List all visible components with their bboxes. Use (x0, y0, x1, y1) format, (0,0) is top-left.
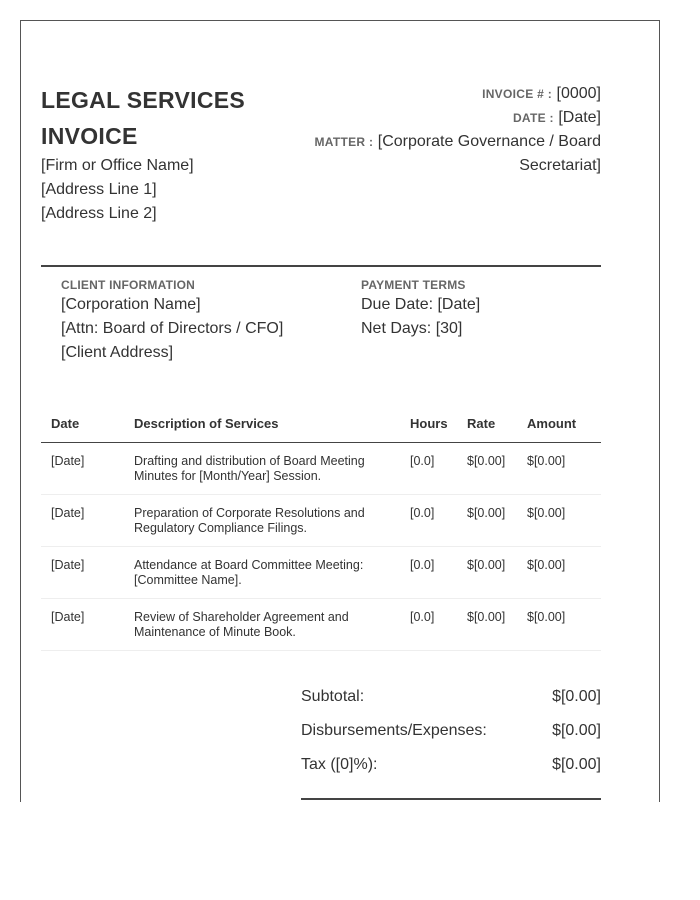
row-amount: $[0.00] (527, 495, 601, 547)
invoice-date-value: [Date] (558, 109, 601, 126)
invoice-title: LEGAL SERVICES INVOICE (41, 87, 246, 149)
tax-row (301, 748, 601, 782)
client-address: [Client Address] (61, 344, 174, 361)
table-row (41, 495, 601, 547)
row-rate: $[0.00] (467, 547, 527, 599)
matter-value-line-2: Secretariat] (519, 157, 601, 174)
column-header-rate: Rate (467, 404, 527, 443)
subtotal-value: $[0.00] (552, 688, 601, 705)
row-amount: $[0.00] (527, 547, 601, 599)
invoice-number-label: INVOICE # : (482, 87, 553, 101)
column-header-date: Date (41, 404, 134, 443)
payment-due-date: Due Date: [Date] (361, 296, 481, 313)
invoice-meta (301, 82, 601, 178)
subtotal-label: Subtotal: (301, 688, 365, 705)
matter-value-line-1: [Corporate Governance / Board (377, 133, 601, 150)
row-amount: $[0.00] (527, 599, 601, 651)
totals-section (301, 680, 601, 782)
tax-label: Tax ([0]%): (301, 756, 378, 773)
row-hours: [0.0] (410, 599, 467, 651)
invoice-date-label: DATE : (512, 111, 554, 125)
row-rate: $[0.00] (467, 495, 527, 547)
disbursements-row (301, 714, 601, 748)
row-description: Attendance at Board Committee Meeting: [Committee Name]. (134, 547, 410, 599)
subtotal-row (301, 680, 601, 714)
invoice-header (41, 82, 601, 226)
payment-terms-label: PAYMENT TERMS (361, 278, 466, 292)
table-row (41, 599, 601, 651)
client-attention: [Attn: Board of Directors / CFO] (61, 320, 284, 337)
row-date: [Date] (41, 547, 134, 599)
disbursements-value: $[0.00] (552, 722, 601, 739)
row-hours: [0.0] (410, 547, 467, 599)
row-date: [Date] (41, 443, 134, 495)
header-divider (41, 265, 601, 267)
table-row (41, 443, 601, 495)
disbursements-label: Disbursements/Expenses: (301, 722, 487, 739)
column-header-amount: Amount (527, 404, 601, 443)
matter-row (301, 130, 601, 154)
services-table (41, 404, 601, 651)
row-date: [Date] (41, 495, 134, 547)
column-header-hours: Hours (410, 404, 467, 443)
payment-terms (361, 278, 480, 341)
row-rate: $[0.00] (467, 599, 527, 651)
firm-name: [Firm or Office Name] (41, 157, 194, 174)
tax-value: $[0.00] (552, 756, 601, 773)
invoice-date-row (301, 106, 601, 130)
row-amount: $[0.00] (527, 443, 601, 495)
table-row (41, 547, 601, 599)
firm-address-line-1: [Address Line 1] (41, 181, 157, 198)
row-hours: [0.0] (410, 443, 467, 495)
client-information-label: CLIENT INFORMATION (61, 278, 196, 292)
client-information (61, 278, 283, 365)
row-rate: $[0.00] (467, 443, 527, 495)
payment-net-days: Net Days: [30] (361, 320, 463, 337)
matter-label: MATTER : (314, 135, 374, 149)
invoice-number-value: [0000] (556, 85, 601, 102)
row-description: Preparation of Corporate Resolutions and Regulatory Compliance Filings. (134, 495, 410, 547)
row-hours: [0.0] (410, 495, 467, 547)
column-header-description: Description of Services (134, 404, 410, 443)
invoice-number-row (301, 82, 601, 106)
client-corporation-name: [Corporation Name] (61, 296, 201, 313)
row-description: Review of Shareholder Agreement and Maintenance of Minute Book. (134, 599, 410, 651)
table-header-row (41, 404, 601, 443)
row-date: [Date] (41, 599, 134, 651)
row-description: Drafting and distribution of Board Meeting Minutes for [Month/Year] Session. (134, 443, 410, 495)
totals-divider (301, 798, 601, 800)
firm-address-line-2: [Address Line 2] (41, 205, 157, 222)
